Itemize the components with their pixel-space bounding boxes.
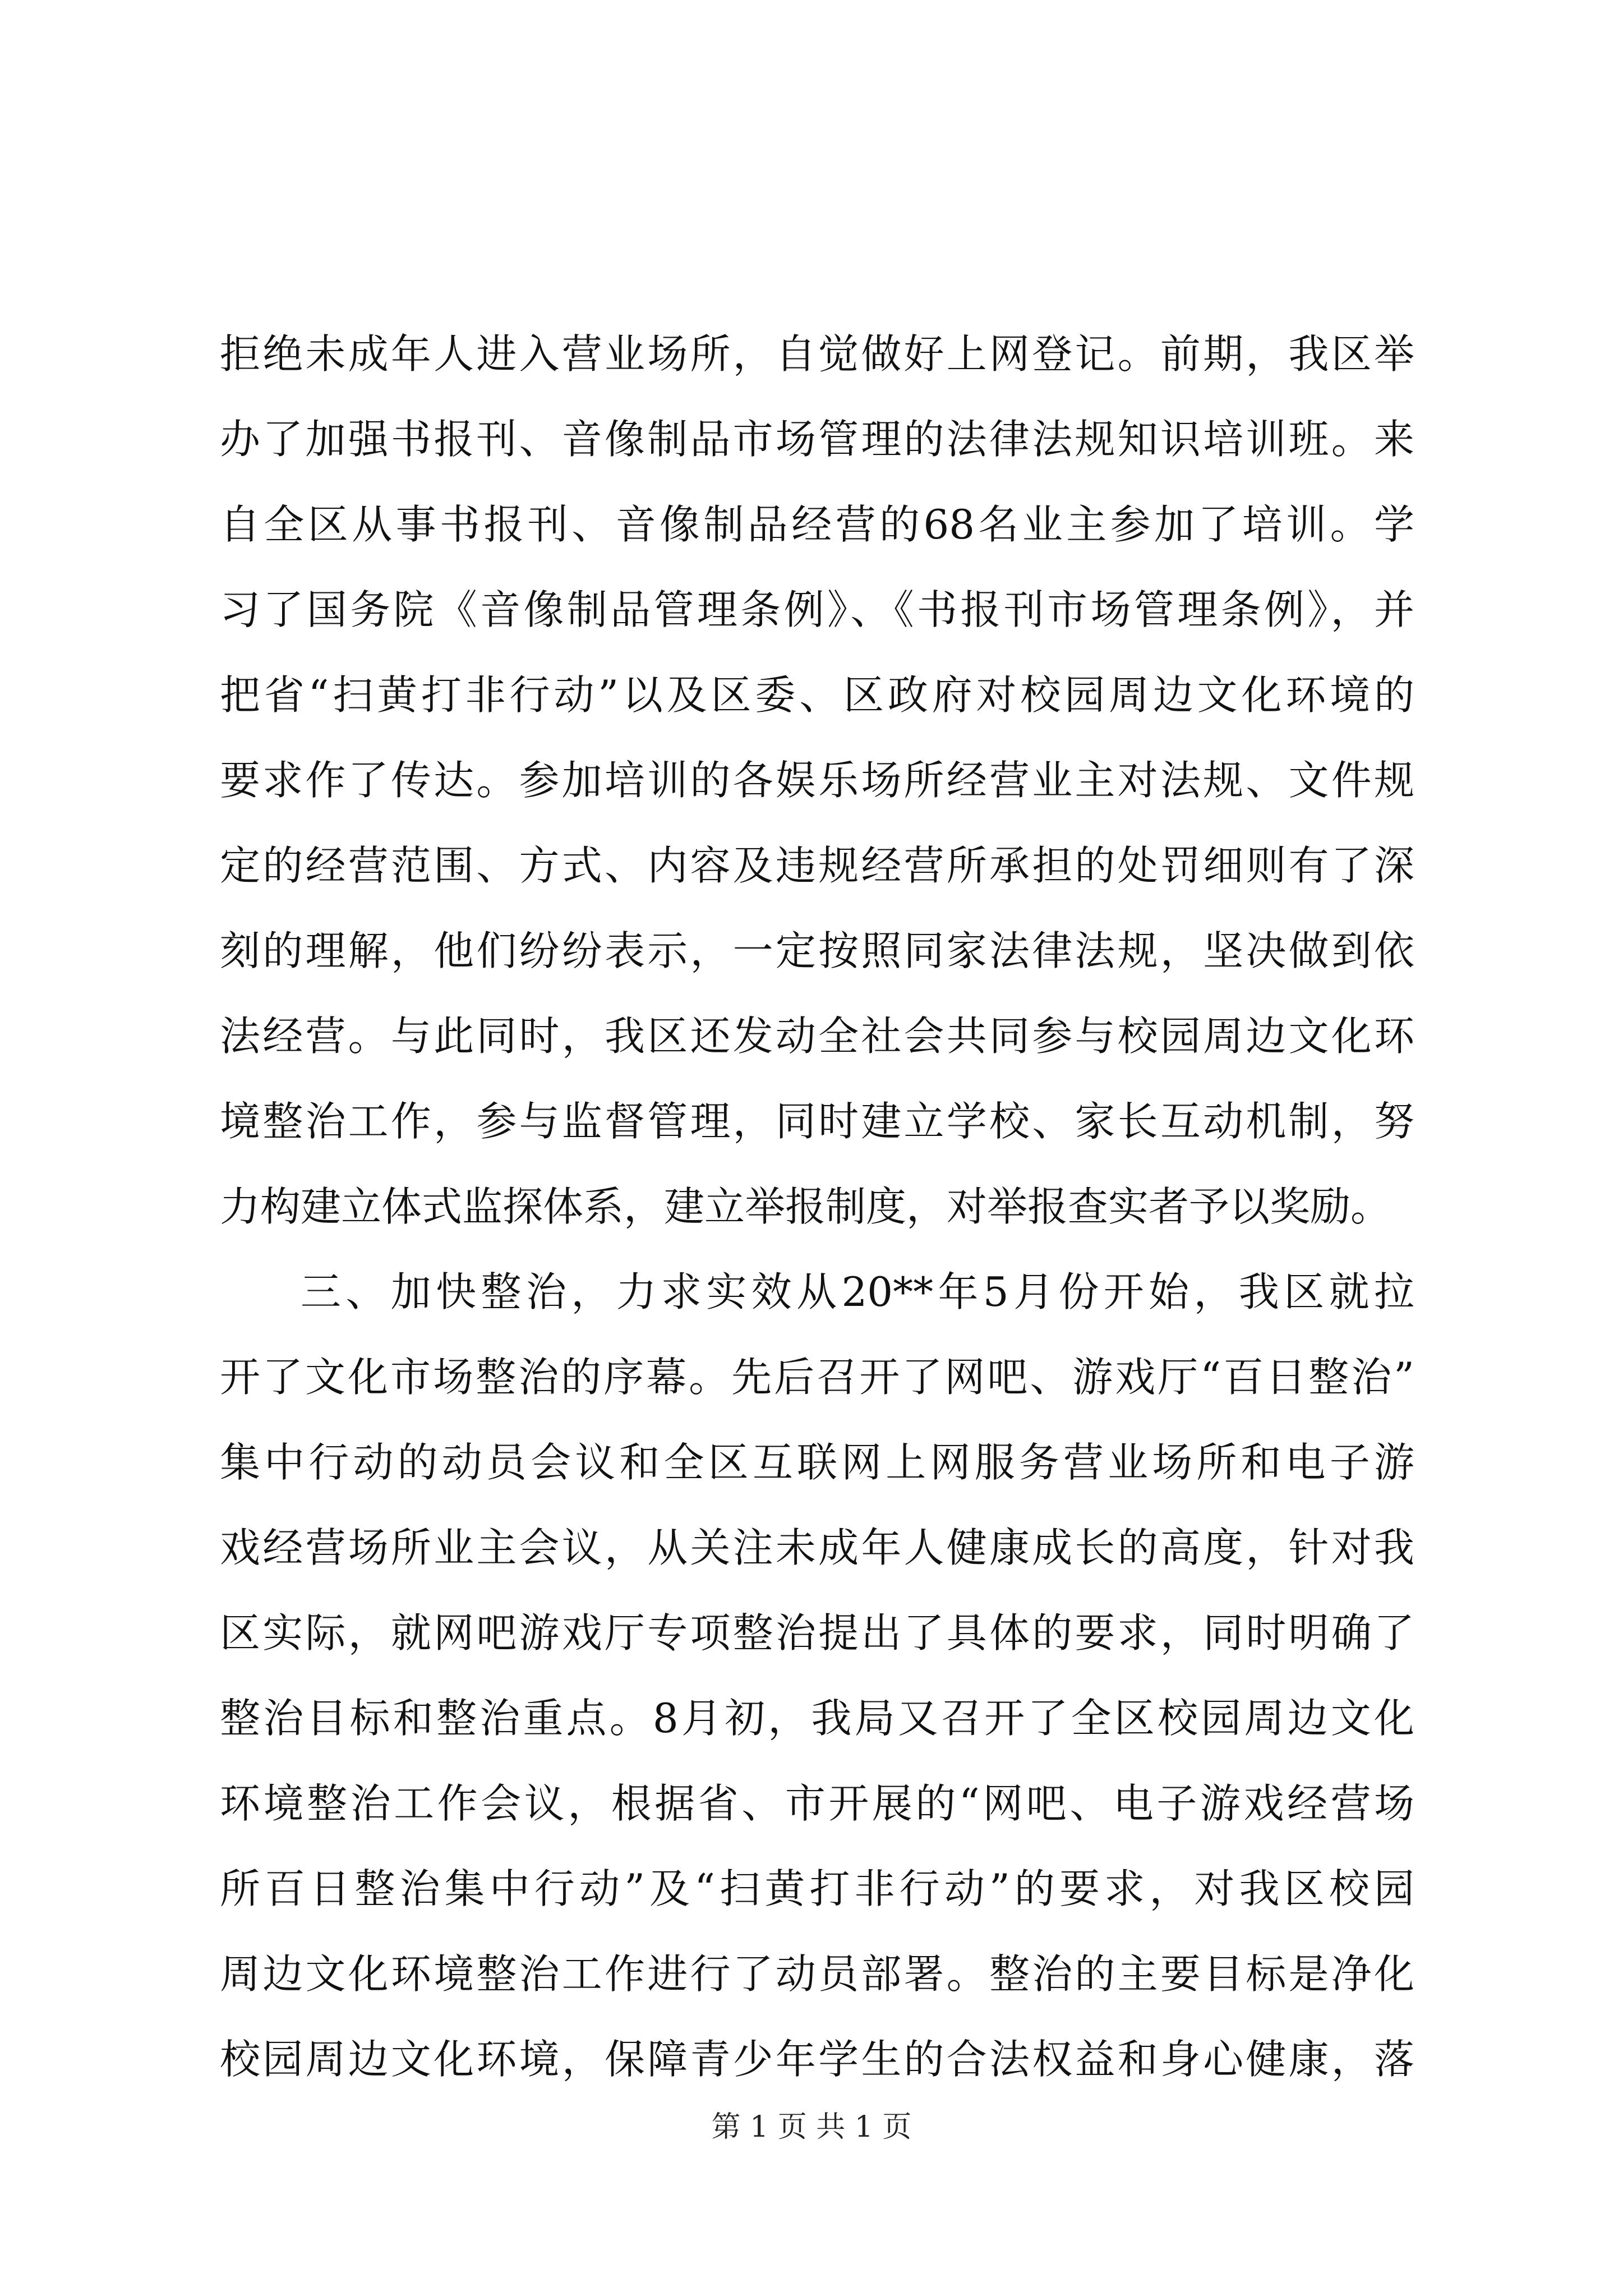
text-line: 定的经营范围、方式、内容及违规经营所承担的处罚细则有了深: [220, 842, 1414, 889]
text-line: 境整治工作，参与监督管理，同时建立学校、家长互动机制，努: [220, 1098, 1414, 1145]
text-line: 法经营。与此同时，我区还发动全社会共同参与校园周边文化环: [220, 1013, 1414, 1060]
text-line: 区实际，就网吧游戏厅专项整治提出了具体的要求，同时明确了: [220, 1609, 1414, 1657]
text-line: 要求作了传达。参加培训的各娱乐场所经营业主对法规、文件规: [220, 757, 1414, 804]
page-number-label: 第 1 页 共 1 页: [711, 2110, 912, 2144]
text-line: 把省“扫黄打非行动”以及区委、区政府对校园周边文化环境的: [220, 671, 1414, 719]
text-line: 所百日整治集中行动”及“扫黄打非行动”的要求，对我区校园: [220, 1865, 1414, 1912]
text-line: 集中行动的动员会议和全区互联网上网服务营业场所和电子游: [220, 1439, 1414, 1486]
text-line: 办了加强书报刊、音像制品市场管理的法律法规知识培训班。来: [220, 416, 1414, 463]
page-footer: [0, 2109, 1623, 2145]
body-text: [220, 311, 1414, 2102]
text-line: 拒绝未成年人进入营业场所，自觉做好上网登记。前期，我区举: [220, 330, 1414, 378]
text-line: 刻的理解，他们纷纷表示，一定按照同家法律法规，坚决做到依: [220, 927, 1414, 974]
text-line: 周边文化环境整治工作进行了动员部署。整治的主要目标是净化: [220, 1950, 1414, 1998]
text-line: 戏经营场所业主会议，从关注未成年人健康成长的高度，针对我: [220, 1524, 1414, 1571]
text-line: 整治目标和整治重点。8月初，我局又召开了全区校园周边文化: [220, 1695, 1414, 1742]
text-line: 习了国务院《音像制品管理条例》、《书报刊市场管理条例》，并: [220, 586, 1414, 633]
text-line: 校园周边文化环境，保障青少年学生的合法权益和身心健康，落: [220, 2036, 1414, 2083]
text-line: 力构建立体式监探体系，建立举报制度，对举报查实者予以奖励。: [220, 1183, 1391, 1230]
text-line: 环境整治工作会议，根据省、市开展的“网吧、电子游戏经营场: [220, 1780, 1414, 1827]
text-line: 开了文化市场整治的序幕。先后召开了网吧、游戏厅“百日整治”: [220, 1354, 1414, 1401]
section-heading-line: 三、加快整治，力求实效从20**年5月份开始，我区就拉: [301, 1268, 1414, 1315]
text-line: 自全区从事书报刊、音像制品经营的68名业主参加了培训。学: [220, 501, 1414, 548]
